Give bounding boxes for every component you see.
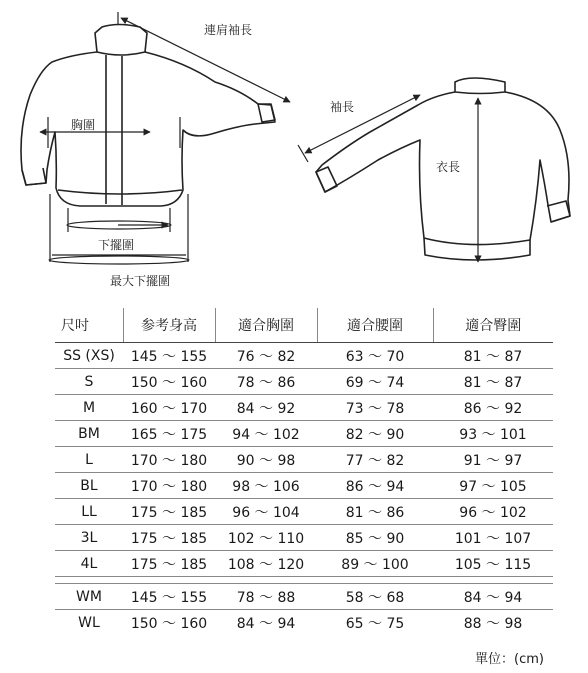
cell-chest: 90 ～ 98 — [215, 447, 317, 473]
cell-hip: 84 ～ 94 — [433, 584, 553, 610]
cell-waist: 82 ～ 90 — [317, 421, 433, 447]
cell-hip: 105 ～ 115 — [433, 551, 553, 577]
table-header-row — [55, 308, 553, 343]
cell-height: 170 ～ 180 — [123, 447, 215, 473]
cell-chest: 94 ～ 102 — [215, 421, 317, 447]
header-height: 参考身高 — [123, 308, 215, 343]
table-row — [55, 395, 553, 421]
label-sleeve: 袖長 — [330, 100, 355, 114]
jacket-illustration — [0, 0, 588, 300]
cell-chest: 108 ～ 120 — [215, 551, 317, 577]
label-length: 衣長 — [436, 160, 461, 174]
cell-chest: 84 ～ 92 — [215, 395, 317, 421]
table-row — [55, 473, 553, 499]
back-measure-lines — [298, 95, 478, 262]
label-max-hem: 最大下擺圍 — [110, 274, 171, 288]
cell-hip: 88 ～ 98 — [463, 615, 523, 632]
table-row — [55, 421, 553, 447]
cell-waist: 85 ～ 90 — [317, 525, 433, 551]
cell-waist: 58 ～ 68 — [317, 584, 433, 610]
cell-hip: 101 ～ 107 — [433, 525, 553, 551]
table-row — [55, 369, 553, 395]
table-body — [55, 343, 553, 636]
table-row — [55, 610, 553, 636]
cell-size: BM — [55, 421, 123, 447]
cell-waist: 89 ～ 100 — [317, 551, 433, 577]
unit-label: 單位：(cm) — [475, 652, 544, 667]
cell-height: 175 ～ 185 — [123, 525, 215, 551]
table-row — [55, 343, 553, 369]
table-row — [55, 584, 553, 610]
cell-hip: 81 ～ 87 — [433, 369, 553, 395]
cell-height: 145 ～ 155 — [123, 343, 215, 369]
table-row — [55, 447, 553, 473]
header-size: 尺吋 — [55, 308, 123, 343]
cell-height: 175 ～ 185 — [123, 551, 215, 577]
table-row — [55, 551, 553, 577]
cell-hip: 93 ～ 101 — [433, 421, 553, 447]
cell-waist: 73 ～ 78 — [317, 395, 433, 421]
cell-hip: 81 ～ 87 — [433, 343, 553, 369]
cell-waist: 86 ～ 94 — [317, 473, 433, 499]
cell-hip: 91 ～ 97 — [433, 447, 553, 473]
table-row — [55, 525, 553, 551]
cell-size: SS (XS) — [55, 343, 123, 369]
cell-height: 160 ～ 170 — [123, 395, 215, 421]
cell-size: WM — [55, 584, 123, 610]
table-spacer — [55, 577, 553, 584]
cell-chest: 96 ～ 104 — [215, 499, 317, 525]
cell-hip: 96 ～ 102 — [433, 499, 553, 525]
cell-waist: 63 ～ 70 — [317, 343, 433, 369]
cell-size: WL — [78, 614, 100, 631]
cell-chest: 102 ～ 110 — [215, 525, 317, 551]
cell-size: M — [55, 395, 123, 421]
cell-height: 150 ～ 160 — [130, 615, 208, 632]
cell-height: 175 ～ 185 — [123, 499, 215, 525]
cell-size: L — [55, 447, 123, 473]
header-chest: 適合胸圍 — [215, 308, 317, 343]
front-jacket — [21, 25, 275, 207]
cell-waist: 81 ～ 86 — [317, 499, 433, 525]
cell-size: S — [55, 369, 123, 395]
label-shoulder-sleeve: 連肩袖長 — [204, 23, 253, 37]
cell-height: 145 ～ 155 — [123, 584, 215, 610]
cell-height: 165 ～ 175 — [123, 421, 215, 447]
cell-chest: 78 ～ 88 — [215, 584, 317, 610]
cell-hip: 97 ～ 105 — [433, 473, 553, 499]
cell-waist: 65 ～ 75 — [345, 615, 405, 632]
cell-size: 3L — [55, 525, 123, 551]
front-measure-lines — [40, 12, 290, 264]
label-chest: 胸圍 — [71, 118, 96, 132]
cell-waist: 77 ～ 82 — [317, 447, 433, 473]
size-diagram — [0, 0, 588, 300]
cell-size: BL — [55, 473, 123, 499]
cell-size: 4L — [55, 551, 123, 577]
cell-chest: 76 ～ 82 — [215, 343, 317, 369]
cell-height: 170 ～ 180 — [123, 473, 215, 499]
header-waist: 適合腰圍 — [317, 308, 433, 343]
cell-height: 150 ～ 160 — [123, 369, 215, 395]
cell-size: LL — [55, 499, 123, 525]
cell-waist: 69 ～ 74 — [317, 369, 433, 395]
cell-chest: 98 ～ 106 — [215, 473, 317, 499]
cell-chest: 84 ～ 94 — [236, 615, 296, 632]
cell-chest: 78 ～ 86 — [215, 369, 317, 395]
table-row — [55, 499, 553, 525]
header-hip: 適合臀圍 — [433, 308, 553, 343]
label-hem: 下擺圍 — [98, 238, 135, 252]
size-table — [55, 308, 553, 635]
cell-hip: 86 ～ 92 — [433, 395, 553, 421]
